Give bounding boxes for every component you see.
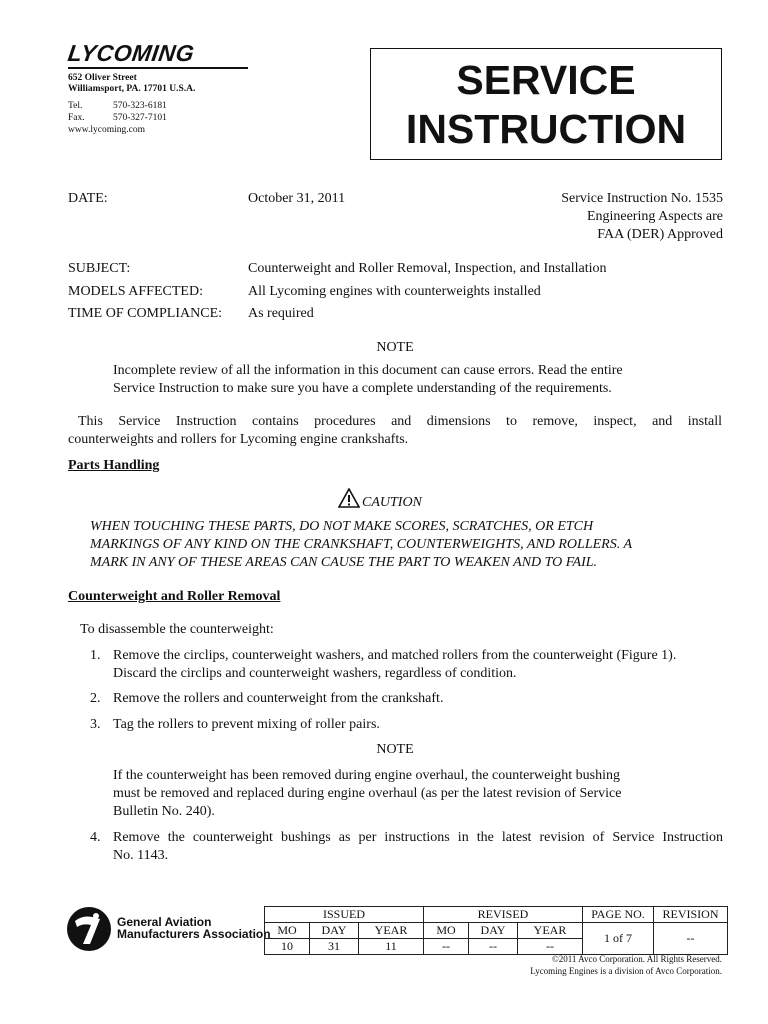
- caution-line-2: MARKINGS OF ANY KIND ON THE CRANKSHAFT, COUNTERWEIGHTS, AND ROLLERS. A: [90, 537, 633, 552]
- lycoming-logo: LYCOMING: [66, 40, 197, 66]
- page-value: 1 of 7: [583, 923, 654, 955]
- gama-logo-icon: [66, 906, 112, 957]
- revised-mo-header: MO: [424, 923, 469, 939]
- step-1-line-2: Discard the circlips and counterweight washers, regardless of condition.: [113, 666, 517, 681]
- intro-line-2: counterweights and rollers for Lycoming engine crankshafts.: [68, 432, 409, 447]
- subject-label: SUBJECT:: [68, 261, 131, 276]
- revision-table: [264, 906, 728, 955]
- parts-handling-heading: Parts Handling: [68, 458, 160, 473]
- note-2-title: NOTE: [376, 742, 414, 757]
- address-line-1: 652 Oliver Street: [68, 73, 137, 83]
- caution-icon: [338, 488, 360, 513]
- step-2-number: 2.: [90, 691, 101, 706]
- caution-line-1: WHEN TOUCHING THESE PARTS, DO NOT MAKE SCORES, SCRATCHES, OR ETCH: [90, 519, 594, 534]
- fax-label: Fax.: [68, 113, 85, 123]
- issued-year: 11: [359, 939, 424, 955]
- si-number: Service Instruction No. 1535: [561, 191, 723, 206]
- step-3-line-1: Tag the rollers to prevent mixing of roller pairs.: [113, 717, 380, 732]
- note-text-line-1: Incomplete review of all the information in this document can cause errors. Read the entire: [113, 363, 623, 378]
- compliance-value: As required: [248, 306, 314, 321]
- models-value: All Lycoming engines with counterweights installed: [248, 284, 541, 299]
- note-title: NOTE: [376, 340, 414, 355]
- website-link[interactable]: www.lycoming.com: [68, 125, 145, 135]
- tel-label: Tel.: [68, 101, 83, 111]
- fax-row: [68, 112, 167, 124]
- models-label: MODELS AFFECTED:: [68, 284, 203, 299]
- copyright: ©2011 Avco Corporation. All Rights Reserved.: [551, 954, 722, 964]
- subject-value: Counterweight and Roller Removal, Inspection, and Installation: [248, 261, 607, 276]
- revised-header: REVISED: [424, 907, 583, 923]
- revised-year-header: YEAR: [518, 923, 583, 939]
- division-note: Lycoming Engines is a division of Avco Corporation.: [530, 966, 722, 976]
- step-1-line-1: Remove the circlips, counterweight washers, and matched rollers from the counterweight (Figure 1).: [113, 648, 677, 663]
- note-2-line-3: Bulletin No. 240).: [113, 804, 215, 819]
- note-text-line-2: Service Instruction to make sure you have a complete understanding of the requirements.: [113, 381, 612, 396]
- tel-row: [68, 100, 167, 112]
- gama-name: [117, 916, 271, 940]
- step-1-number: 1.: [90, 648, 101, 663]
- address-line-2: Williamsport, PA. 17701 U.S.A.: [68, 84, 196, 94]
- removal-heading: Counterweight and Roller Removal: [68, 589, 281, 604]
- tel-value: 570-323-6181: [113, 101, 167, 111]
- step-2-line-1: Remove the rollers and counterweight from the crankshaft.: [113, 691, 444, 706]
- title-line-2: INSTRUCTION: [405, 106, 687, 152]
- caution-title: CAUTION: [362, 495, 422, 510]
- revised-day-header: DAY: [469, 923, 518, 939]
- logo-underline: [68, 67, 248, 69]
- issued-header: ISSUED: [265, 907, 424, 923]
- title-line-1: SERVICE: [456, 57, 636, 103]
- gama-line-1: General Aviation: [117, 915, 212, 929]
- step-3-number: 3.: [90, 717, 101, 732]
- faa-approved: FAA (DER) Approved: [597, 227, 723, 242]
- fax-value: 570-327-7101: [113, 113, 167, 123]
- revised-mo: --: [424, 939, 469, 955]
- revised-day: --: [469, 939, 518, 955]
- step-4-line-2: No. 1143.: [113, 848, 169, 863]
- compliance-label: TIME OF COMPLIANCE:: [68, 306, 223, 321]
- engineering-aspects: Engineering Aspects are: [586, 209, 723, 224]
- revision-header: REVISION: [654, 907, 728, 923]
- page-no-header: PAGE NO.: [583, 907, 654, 923]
- issued-day: 31: [310, 939, 359, 955]
- date-value: October 31, 2011: [248, 191, 346, 206]
- step-4-line-1: Remove the counterweight bushings as per instructions in the latest revision of Service Instruction: [113, 830, 723, 845]
- issued-day-header: DAY: [310, 923, 359, 939]
- intro-line-1: This Service Instruction contains procedures and dimensions to remove, inspect, and install: [78, 414, 722, 429]
- date-label: DATE:: [68, 191, 108, 206]
- caution-line-3: MARK IN ANY OF THESE AREAS CAN CAUSE THE PART TO WEAKEN AND TO FAIL.: [90, 555, 598, 570]
- note-2-line-1: If the counterweight has been removed during engine overhaul, the counterweight bushing: [113, 768, 620, 783]
- issued-mo: 10: [265, 939, 310, 955]
- note-2-line-2: must be removed and replaced during engine overhaul (as per the latest revision of Service: [113, 786, 622, 801]
- revised-year: --: [518, 939, 583, 955]
- step-4-number: 4.: [90, 830, 101, 845]
- gama-line-2: Manufacturers Association: [117, 927, 271, 941]
- issued-year-header: YEAR: [359, 923, 424, 939]
- revision-value: --: [654, 923, 728, 955]
- document-title-box: [370, 48, 722, 160]
- issued-mo-header: MO: [265, 923, 310, 939]
- disassemble-intro: To disassemble the counterweight:: [80, 622, 274, 637]
